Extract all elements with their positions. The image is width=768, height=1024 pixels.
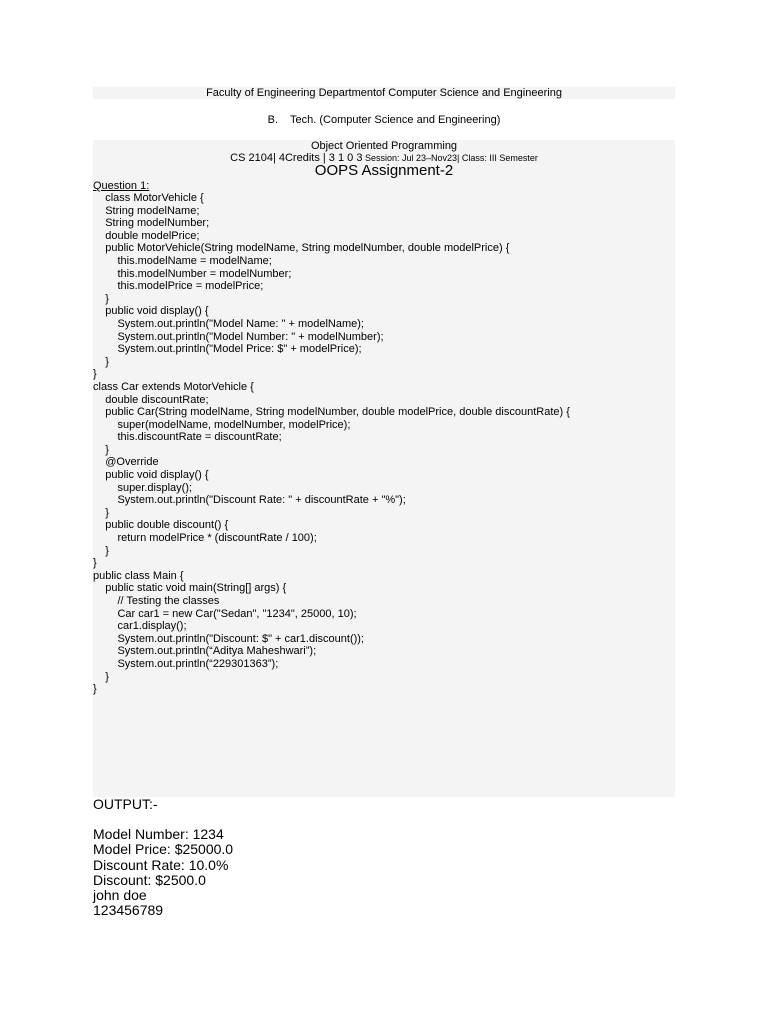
code-line: // Testing the classes xyxy=(93,595,220,607)
code-line: } xyxy=(93,557,97,570)
code-line: String modelName; xyxy=(93,204,200,217)
degree-prefix: B. xyxy=(267,114,279,126)
output-lines xyxy=(93,827,675,919)
code-line: this.modelNumber = modelNumber; xyxy=(93,267,292,280)
code-line: public static void main(String[] args) { xyxy=(93,582,287,595)
code-line: car1.display(); xyxy=(93,620,187,633)
output-heading: OUTPUT:- xyxy=(93,796,158,812)
code-line: System.out.println(“229301363”); xyxy=(93,657,279,670)
code-line: System.out.println("Model Name: " + modelName); xyxy=(93,317,364,330)
course-code-main: CS 2104| 4Credits | 3 1 0 3 xyxy=(230,152,363,164)
output-line: Model Number: 1234 xyxy=(93,826,224,842)
code-line: class MotorVehicle { xyxy=(93,192,204,204)
code-line: System.out.println("Model Price: $" + modelPrice); xyxy=(93,343,362,356)
code-line: public void display() { xyxy=(93,469,209,482)
code-line: public class Main { xyxy=(93,569,184,582)
code-line: public Car(String modelName, String modelNumber, double modelPrice, double discountRate) { xyxy=(93,406,570,419)
code-line: double modelPrice; xyxy=(93,229,200,242)
code-line: super.display(); xyxy=(93,481,193,494)
assignment-title: OOPS Assignment-2 xyxy=(314,162,454,179)
question-label: Question 1: xyxy=(93,180,150,192)
code-line: this.modelPrice = modelPrice; xyxy=(93,280,264,293)
course-session-info: Session: Jul 23–Nov23| Class: III Semester xyxy=(362,153,538,163)
code-line: } xyxy=(93,544,109,557)
code-line: } xyxy=(93,670,109,683)
degree-text: Tech. (Computer Science and Engineering) xyxy=(290,114,501,126)
code-line: } xyxy=(93,292,109,305)
course-name: Object Oriented Programming xyxy=(310,140,458,152)
code-line: this.discountRate = discountRate; xyxy=(93,431,282,444)
code-line: return modelPrice * (discountRate / 100); xyxy=(93,532,317,545)
code-line: } xyxy=(93,368,97,381)
degree-line xyxy=(93,114,675,126)
code-line: public void display() { xyxy=(93,305,209,318)
code-line: } xyxy=(93,443,109,456)
code-line: System.out.println("Discount Rate: " + discountRate + "%"); xyxy=(93,494,406,507)
code-line: } xyxy=(93,506,109,519)
faculty-line: Faculty of Engineering Departmentof Computer Science and Engineering xyxy=(206,87,562,99)
code-line: super(modelName, modelNumber, modelPrice); xyxy=(93,418,351,431)
code-line: double discountRate; xyxy=(93,393,209,406)
code-line: } xyxy=(93,355,109,368)
output-line: Model Price: $25000.0 xyxy=(93,841,234,858)
code-line: } xyxy=(93,683,97,696)
code-line: Car car1 = new Car("Sedan", "1234", 25000, 10); xyxy=(93,607,357,620)
code-line: @Override xyxy=(93,456,159,469)
code-line: public double discount() { xyxy=(93,519,229,532)
output-line: john doe xyxy=(93,887,147,904)
code-line: public MotorVehicle(String modelName, String modelNumber, double modelPrice) { xyxy=(93,242,510,255)
code-line: this.modelName = modelName; xyxy=(93,254,272,267)
code-line: System.out.println("Model Number: " + modelNumber); xyxy=(93,330,384,343)
code-line: String modelNumber; xyxy=(93,217,210,230)
output-line: Discount Rate: 10.0% xyxy=(93,856,229,873)
code-line: System.out.println("Discount: $" + car1.discount()); xyxy=(93,632,364,645)
code-line: System.out.println(“Aditya Maheshwari”); xyxy=(93,645,317,658)
code-block xyxy=(93,192,675,696)
output-line: Discount: $2500.0 xyxy=(93,871,206,888)
output-section xyxy=(93,796,675,919)
code-line: class Car extends MotorVehicle { xyxy=(93,380,254,393)
output-line: 123456789 xyxy=(93,902,164,919)
